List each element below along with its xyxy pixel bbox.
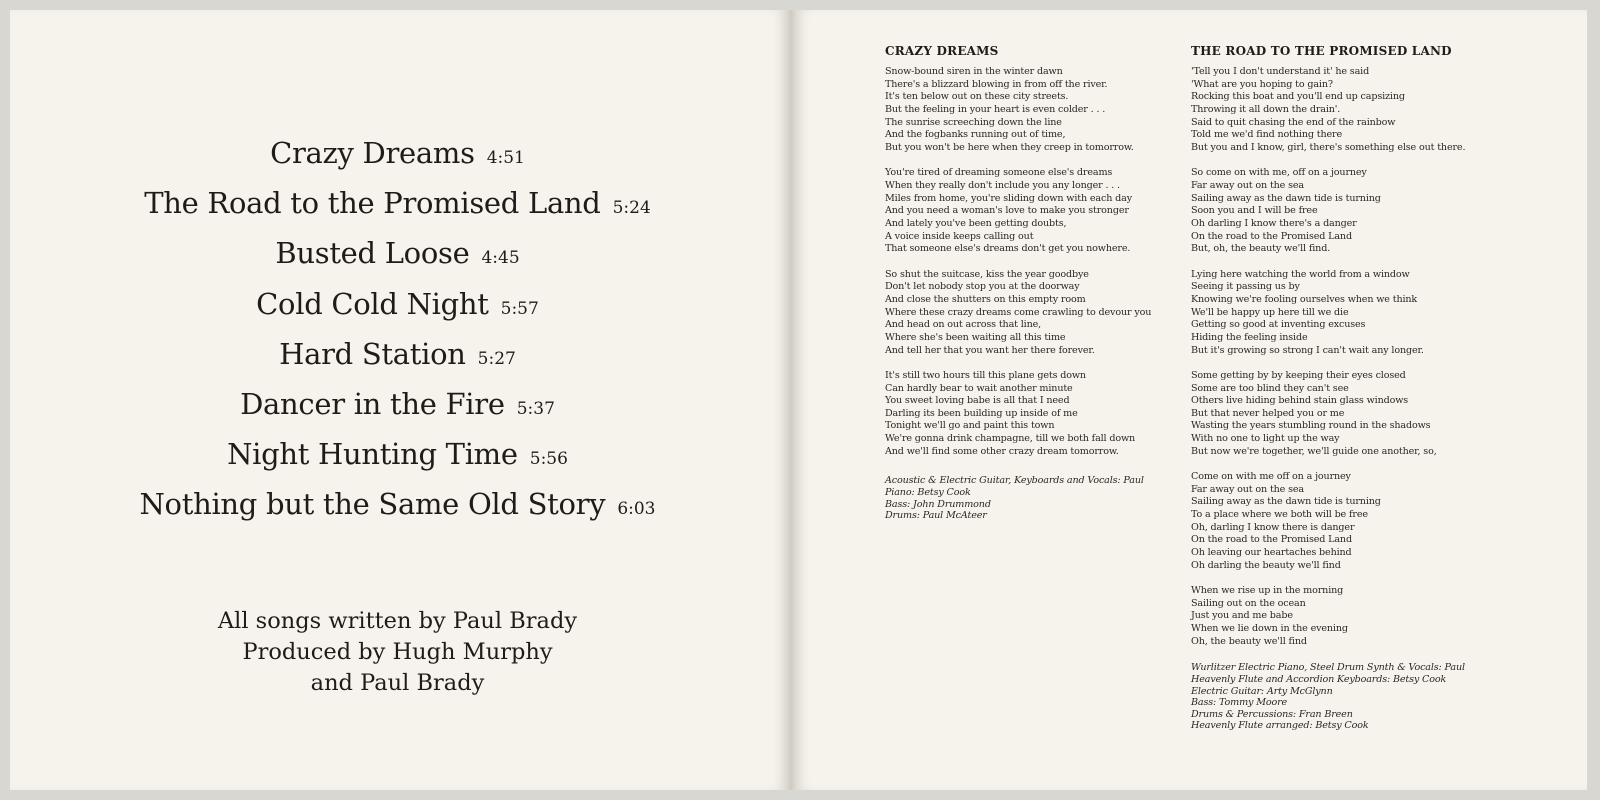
lyrics-stanza <box>885 167 1185 256</box>
song-lyrics-road-to-promised-land <box>1191 44 1491 732</box>
lyric-line: But the feeling in your heart is even colder . . . <box>885 103 1106 115</box>
musician-credits <box>1191 662 1491 732</box>
track-duration: 5:57 <box>500 298 539 319</box>
lyric-line: When they really don't include you any longer . . . <box>885 179 1120 191</box>
left-page <box>10 10 785 790</box>
track-row <box>10 228 785 278</box>
lyric-line: Soon you and I will be free <box>1191 205 1318 217</box>
lyric-line: Far away out on the sea <box>1191 483 1304 495</box>
lyric-line: But now we're together, we'll guide one another, so, <box>1191 445 1437 457</box>
musician-credit-line: Acoustic & Electric Guitar, Keyboards and Vocals: Paul <box>885 475 1144 487</box>
musician-credit-line: Wurlitzer Electric Piano, Steel Drum Synth & Vocals: Paul <box>1191 662 1465 674</box>
lyrics-stanza <box>1191 471 1491 572</box>
lyric-line: Some getting by by keeping their eyes closed <box>1191 369 1406 381</box>
track-duration: 5:24 <box>612 198 651 219</box>
musician-credit-line: Drums: Paul McAteer <box>885 510 987 522</box>
lyric-line: Miles from home, you're sliding down with each day <box>885 192 1132 204</box>
track-duration: 4:51 <box>486 148 525 168</box>
track-title: Hard Station <box>279 336 466 371</box>
lyric-line: And the fogbanks running out of time, <box>885 129 1066 141</box>
lyric-line: Oh, darling I know there is danger <box>1191 521 1355 533</box>
lyric-line: We're gonna drink champagne, till we both fall down <box>885 433 1136 445</box>
musician-credits <box>885 475 1185 521</box>
lyric-line: Darling its been building up inside of me <box>885 407 1078 419</box>
track-title: Night Hunting Time <box>227 437 518 472</box>
track-row <box>10 379 785 429</box>
lyric-line: And lately you've been getting doubts, <box>885 217 1067 229</box>
lyric-line: 'Tell you I don't understand it' he said <box>1191 66 1370 77</box>
lyric-line: A voice inside keeps calling out <box>885 230 1034 242</box>
lyric-line: And we'll find some other crazy dream tomorrow. <box>885 445 1119 457</box>
lyric-line: Seeing it passing us by <box>1191 281 1300 293</box>
lyric-line: Lying here watching the world from a window <box>1191 268 1410 280</box>
lyric-line: Come on with me off on a journey <box>1191 471 1351 483</box>
track-title: Crazy Dreams <box>270 136 475 170</box>
credit-line: and Paul Brady <box>310 670 485 696</box>
lyrics-stanza <box>885 370 1185 459</box>
lyric-line: But you and I know, girl, there's something else out there. <box>1191 141 1466 153</box>
track-title: Busted Loose <box>275 236 470 271</box>
song-title: CRAZY DREAMS <box>885 44 999 58</box>
track-title: Cold Cold Night <box>256 286 489 321</box>
track-row <box>10 329 785 379</box>
track-duration: 5:37 <box>516 398 555 419</box>
lyric-line: With no one to light up the way <box>1191 433 1340 445</box>
lyric-line: And you need a woman's love to make you stronger <box>885 205 1129 217</box>
lyric-line: Wasting the years stumbling round in the shadows <box>1191 420 1431 432</box>
musician-credit-line: Bass: Tommy Moore <box>1191 697 1288 709</box>
lyric-line: Said to quit chasing the end of the rainbow <box>1191 116 1396 128</box>
lyric-line: Can hardly bear to wait another minute <box>885 382 1073 394</box>
musician-credit-line: Piano: Betsy Cook <box>885 487 971 499</box>
lyric-line: Where she's been waiting all this time <box>885 331 1066 343</box>
lyric-line: But, oh, the beauty we'll find. <box>1191 243 1331 255</box>
song-lyrics-crazy-dreams <box>885 44 1185 522</box>
track-title: The Road to the Promised Land <box>144 186 601 221</box>
lyrics-stanza <box>1191 370 1491 459</box>
lyric-line: Don't let nobody stop you at the doorway <box>885 281 1080 293</box>
lyric-line: It's ten below out on these city streets. <box>885 91 1069 103</box>
lyric-line: Rocking this boat and you'll end up capsizing <box>1191 91 1405 103</box>
lyric-line: Told me we'd find nothing there <box>1191 129 1342 141</box>
track-row <box>10 128 785 178</box>
lyric-line: Hiding the feeling inside <box>1191 331 1308 343</box>
credit-line: Produced by Hugh Murphy <box>242 639 553 665</box>
lyric-line: Getting so good at inventing excuses <box>1191 319 1366 331</box>
track-row <box>10 479 785 529</box>
lyrics-stanza <box>1191 66 1491 155</box>
credit-line: All songs written by Paul Brady <box>217 608 578 634</box>
musician-credit-line: Electric Guitar: Arty McGlynn <box>1191 685 1333 697</box>
lyric-line: On the road to the Promised Land <box>1191 534 1352 546</box>
lyric-line: It's still two hours till this plane gets down <box>885 369 1086 381</box>
right-page <box>797 10 1587 790</box>
lyric-line: Oh, the beauty we'll find <box>1191 635 1307 647</box>
lyric-line: When we lie down in the evening <box>1191 623 1348 635</box>
lyric-line: Others live hiding behind stain glass windows <box>1191 395 1409 407</box>
songwriting-production-credits <box>10 606 785 699</box>
lyric-line: But that never helped you or me <box>1191 407 1345 419</box>
lyrics-stanza <box>885 269 1185 358</box>
lyric-line: And head on out across that line, <box>885 319 1042 331</box>
lyric-line: But you won't be here when they creep in tomorrow. <box>885 141 1134 153</box>
track-title: Nothing but the Same Old Story <box>139 487 606 522</box>
lyric-line: Oh leaving our heartaches behind <box>1191 547 1352 559</box>
lyric-line: So shut the suitcase, kiss the year goodbye <box>885 268 1089 280</box>
lyric-line: 'What are you hoping to gain? <box>1191 78 1333 90</box>
lyric-line: You sweet loving babe is all that I need <box>885 395 1070 407</box>
track-title: Dancer in the Fire <box>240 386 505 421</box>
lyric-line: So come on with me, off on a journey <box>1191 167 1367 179</box>
booklet-fold <box>785 10 797 790</box>
track-duration: 5:27 <box>477 348 516 369</box>
lyric-line: Throwing it all down the drain'. <box>1191 103 1341 115</box>
lyric-line: There's a blizzard blowing in from off the river. <box>885 78 1108 90</box>
musician-credit-line: Heavenly Flute arranged: Betsy Cook <box>1191 720 1369 732</box>
track-row <box>10 178 785 228</box>
lyric-line: Snow-bound siren in the winter dawn <box>885 66 1063 77</box>
lyric-line: On the road to the Promised Land <box>1191 230 1352 242</box>
tracklist <box>10 128 785 530</box>
lyric-line: And close the shutters on this empty room <box>885 293 1086 305</box>
lyric-line: Tonight we'll go and paint this town <box>885 420 1055 432</box>
lyrics-stanza <box>1191 585 1491 648</box>
lyric-line: But it's growing so strong I can't wait any longer. <box>1191 344 1424 356</box>
lyric-line: Sailing away as the dawn tide is turning <box>1191 496 1381 508</box>
lyrics-stanza <box>1191 269 1491 358</box>
lyric-line: That someone else's dreams don't get you nowhere. <box>885 243 1131 255</box>
lyric-line: Oh darling the beauty we'll find <box>1191 559 1341 571</box>
lyric-line: Knowing we're fooling ourselves when we think <box>1191 293 1418 305</box>
lyric-line: Some are too blind they can't see <box>1191 382 1349 394</box>
lyric-line: We'll be happy up here till we die <box>1191 306 1349 318</box>
lyric-line: Just you and me babe <box>1191 610 1293 622</box>
booklet-spread <box>10 10 1590 790</box>
track-duration: 5:56 <box>529 449 568 470</box>
track-duration: 4:45 <box>481 248 520 269</box>
lyric-line: And tell her that you want her there forever. <box>885 344 1095 356</box>
lyric-line: Sailing away as the dawn tide is turning <box>1191 192 1381 204</box>
musician-credit-line: Drums & Percussions: Fran Breen <box>1191 708 1353 720</box>
lyric-line: The sunrise screeching down the line <box>885 116 1062 128</box>
musician-credit-line: Bass: John Drummond <box>885 498 991 510</box>
track-row <box>10 279 785 329</box>
lyrics-stanza <box>1191 167 1491 256</box>
lyric-line: Where these crazy dreams come crawling to devour you <box>885 306 1152 318</box>
musician-credit-line: Heavenly Flute and Accordion Keyboards: Betsy Cook <box>1191 673 1447 685</box>
lyric-line: Sailing out on the ocean <box>1191 597 1306 609</box>
song-title: THE ROAD TO THE PROMISED LAND <box>1191 44 1452 58</box>
lyric-line: Far away out on the sea <box>1191 179 1304 191</box>
lyric-line: Oh darling I know there's a danger <box>1191 217 1357 229</box>
lyric-line: When we rise up in the morning <box>1191 585 1344 597</box>
lyric-line: To a place where we both will be free <box>1191 509 1368 521</box>
track-duration: 6:03 <box>617 499 656 520</box>
lyrics-stanza <box>885 66 1185 155</box>
track-row <box>10 429 785 479</box>
lyric-line: You're tired of dreaming someone else's dreams <box>885 167 1113 179</box>
